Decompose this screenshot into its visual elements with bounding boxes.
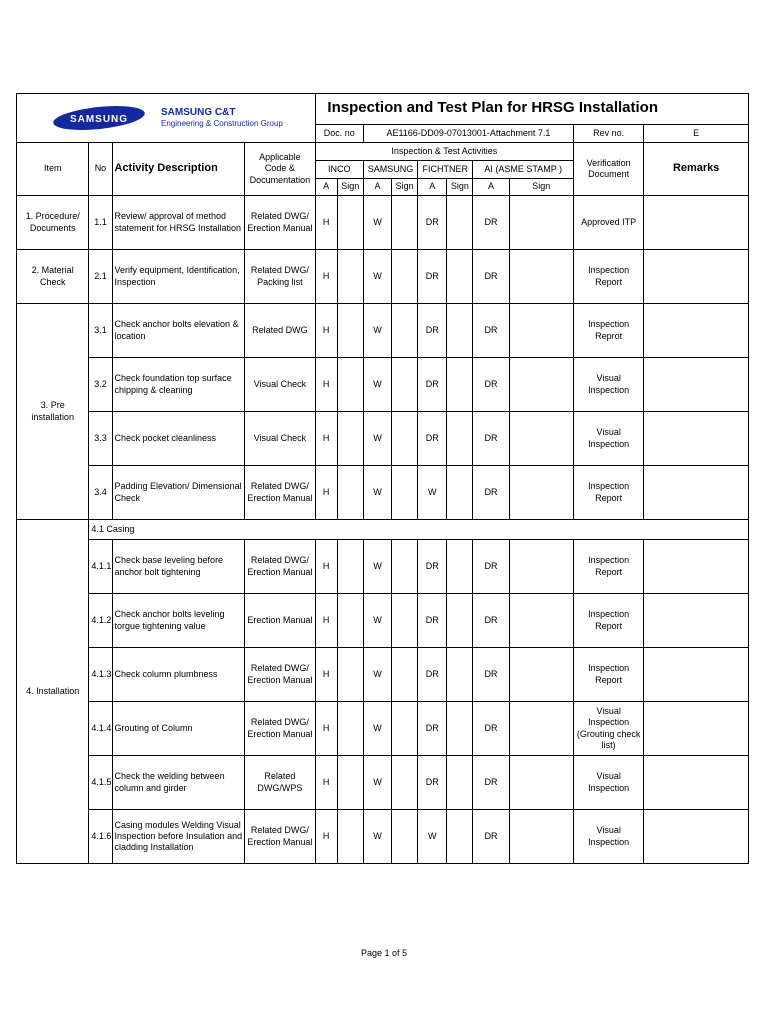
fichtner-a: DR: [418, 412, 447, 466]
fichtner-sign: [447, 540, 473, 594]
inco-sign: [337, 358, 363, 412]
table-row: [17, 304, 749, 358]
activity-description: Padding Elevation/ Dimensional Check: [112, 466, 245, 520]
svg-text:SAMSUNG: SAMSUNG: [69, 114, 129, 125]
subsection-label: 4.1 Casing: [89, 520, 749, 540]
party-ai: AI (ASME STAMP ): [473, 161, 574, 179]
col-header-no: No: [89, 143, 112, 196]
inco-a: H: [315, 648, 337, 702]
row-no: 3.4: [89, 466, 112, 520]
activity-description: Check the welding between column and girder: [112, 756, 245, 810]
col-a: A: [418, 179, 447, 196]
table-row: [17, 358, 749, 412]
ai-a: DR: [473, 412, 509, 466]
fichtner-a: W: [418, 810, 447, 864]
fichtner-sign: [447, 756, 473, 810]
fichtner-a: DR: [418, 540, 447, 594]
samsung-sign: [392, 358, 418, 412]
verification-document: Approved ITP: [573, 196, 643, 250]
samsung-a: W: [363, 594, 391, 648]
activity-description: Casing modules Welding Visual Inspection before Insulation and cladding Installation: [112, 810, 245, 864]
remarks-cell: [644, 466, 749, 520]
ai-sign: [509, 196, 573, 250]
row-no: 4.1.1: [89, 540, 112, 594]
row-no: 4.1.5: [89, 756, 112, 810]
inco-sign: [337, 594, 363, 648]
inco-a: H: [315, 250, 337, 304]
table-row: [17, 412, 749, 466]
applicable-code: Related DWG/ Packing list: [245, 250, 315, 304]
ai-a: DR: [473, 756, 509, 810]
fichtner-a: DR: [418, 358, 447, 412]
samsung-a: W: [363, 358, 391, 412]
col-header-remarks: Remarks: [644, 143, 749, 196]
group-label: 3. Pre installation: [17, 304, 89, 520]
fichtner-sign: [447, 648, 473, 702]
inco-sign: [337, 540, 363, 594]
table-row: [17, 594, 749, 648]
remarks-cell: [644, 358, 749, 412]
fichtner-sign: [447, 358, 473, 412]
inco-a: H: [315, 810, 337, 864]
activity-description: Check anchor bolts elevation & location: [112, 304, 245, 358]
table-row: [17, 810, 749, 864]
samsung-sign: [392, 540, 418, 594]
verification-document: Inspection Report: [573, 648, 643, 702]
fichtner-sign: [447, 466, 473, 520]
inco-sign: [337, 250, 363, 304]
samsung-a: W: [363, 810, 391, 864]
ai-sign: [509, 702, 573, 756]
row-no: 4.1.3: [89, 648, 112, 702]
samsung-a: W: [363, 250, 391, 304]
group-label: 2. Material Check: [17, 250, 89, 304]
applicable-code: Related DWG: [245, 304, 315, 358]
verification-document: Visual Inspection (Grouting check list): [573, 702, 643, 756]
remarks-cell: [644, 540, 749, 594]
document-title: Inspection and Test Plan for HRSG Installation: [315, 94, 748, 125]
samsung-sign: [392, 756, 418, 810]
ai-sign: [509, 810, 573, 864]
samsung-a: W: [363, 196, 391, 250]
row-no: 3.3: [89, 412, 112, 466]
company-subtitle: Engineering & Construction Group: [161, 119, 283, 129]
fichtner-a: W: [418, 466, 447, 520]
applicable-code: Related DWG/ Erection Manual: [245, 702, 315, 756]
samsung-a: W: [363, 304, 391, 358]
fichtner-a: DR: [418, 304, 447, 358]
ai-a: DR: [473, 358, 509, 412]
logo-block: [17, 94, 316, 143]
ai-a: DR: [473, 594, 509, 648]
doc-no-label: Doc. no: [315, 124, 363, 142]
inco-sign: [337, 756, 363, 810]
col-a: A: [473, 179, 509, 196]
inco-a: H: [315, 412, 337, 466]
col-header-item: Item: [17, 143, 89, 196]
verification-document: Inspection Report: [573, 466, 643, 520]
inco-sign: [337, 412, 363, 466]
ai-a: DR: [473, 250, 509, 304]
fichtner-sign: [447, 304, 473, 358]
group-label: 4. Installation: [17, 520, 89, 864]
rev-label: Rev no.: [573, 124, 643, 142]
col-sign: Sign: [392, 179, 418, 196]
table-row: [17, 756, 749, 810]
row-no: 1.1: [89, 196, 112, 250]
inco-sign: [337, 810, 363, 864]
fichtner-sign: [447, 702, 473, 756]
fichtner-a: DR: [418, 196, 447, 250]
applicable-code: Erection Manual: [245, 594, 315, 648]
itp-table: [16, 93, 749, 864]
inco-sign: [337, 648, 363, 702]
ai-sign: [509, 304, 573, 358]
inco-a: H: [315, 358, 337, 412]
activity-description: Review/ approval of method statement for HRSG Installation: [112, 196, 245, 250]
ai-a: DR: [473, 648, 509, 702]
activity-description: Check pocket cleanliness: [112, 412, 245, 466]
applicable-code: Related DWG/ Erection Manual: [245, 810, 315, 864]
activity-description: Grouting of Column: [112, 702, 245, 756]
rev-value: E: [644, 124, 749, 142]
table-row: [17, 540, 749, 594]
activity-description: Verify equipment, Identification, Inspection: [112, 250, 245, 304]
verification-document: Inspection Report: [573, 594, 643, 648]
table-row: [17, 520, 749, 540]
samsung-logo: [51, 105, 147, 131]
samsung-sign: [392, 196, 418, 250]
group-label: 1. Procedure/ Documents: [17, 196, 89, 250]
table-row: [17, 250, 749, 304]
table-row: [17, 648, 749, 702]
inco-a: H: [315, 196, 337, 250]
samsung-sign: [392, 702, 418, 756]
inco-sign: [337, 196, 363, 250]
verification-document: Inspection Report: [573, 540, 643, 594]
verification-document: Visual Inspection: [573, 412, 643, 466]
fichtner-a: DR: [418, 594, 447, 648]
inco-sign: [337, 466, 363, 520]
col-header-code: Applicable Code & Documentation: [245, 143, 315, 196]
ai-a: DR: [473, 304, 509, 358]
col-a: A: [315, 179, 337, 196]
row-no: 2.1: [89, 250, 112, 304]
fichtner-a: DR: [418, 702, 447, 756]
fichtner-a: DR: [418, 756, 447, 810]
inco-a: H: [315, 540, 337, 594]
row-no: 3.2: [89, 358, 112, 412]
table-row: [17, 196, 749, 250]
fichtner-a: DR: [418, 648, 447, 702]
ai-sign: [509, 466, 573, 520]
table-row: [17, 466, 749, 520]
applicable-code: Related DWG/ Erection Manual: [245, 466, 315, 520]
col-sign: Sign: [447, 179, 473, 196]
ai-sign: [509, 756, 573, 810]
samsung-sign: [392, 250, 418, 304]
applicable-code: Related DWG/ Erection Manual: [245, 648, 315, 702]
verification-document: Inspection Report: [573, 250, 643, 304]
inco-a: H: [315, 466, 337, 520]
inco-sign: [337, 702, 363, 756]
table-row: [17, 702, 749, 756]
samsung-sign: [392, 466, 418, 520]
samsung-sign: [392, 412, 418, 466]
ai-a: DR: [473, 540, 509, 594]
party-fichtner: FICHTNER: [418, 161, 473, 179]
ai-a: DR: [473, 466, 509, 520]
ai-a: DR: [473, 196, 509, 250]
col-sign: Sign: [337, 179, 363, 196]
inco-a: H: [315, 756, 337, 810]
remarks-cell: [644, 250, 749, 304]
ai-sign: [509, 250, 573, 304]
verification-document: Inspection Reprot: [573, 304, 643, 358]
samsung-sign: [392, 810, 418, 864]
inco-a: H: [315, 304, 337, 358]
ai-sign: [509, 358, 573, 412]
fichtner-sign: [447, 250, 473, 304]
fichtner-sign: [447, 196, 473, 250]
activity-description: Check column plumbness: [112, 648, 245, 702]
activity-description: Check anchor bolts leveling torgue tightening value: [112, 594, 245, 648]
samsung-sign: [392, 304, 418, 358]
inco-a: H: [315, 594, 337, 648]
applicable-code: Visual Check: [245, 412, 315, 466]
fichtner-sign: [447, 412, 473, 466]
fichtner-a: DR: [418, 250, 447, 304]
row-no: 4.1.6: [89, 810, 112, 864]
itp-sheet: [16, 93, 749, 864]
ai-sign: [509, 540, 573, 594]
col-a: A: [363, 179, 391, 196]
row-no: 4.1.4: [89, 702, 112, 756]
samsung-sign: [392, 594, 418, 648]
fichtner-sign: [447, 810, 473, 864]
ai-sign: [509, 412, 573, 466]
inco-sign: [337, 304, 363, 358]
remarks-cell: [644, 594, 749, 648]
ai-sign: [509, 594, 573, 648]
samsung-a: W: [363, 702, 391, 756]
remarks-cell: [644, 810, 749, 864]
activity-description: Check foundation top surface chipping & cleaning: [112, 358, 245, 412]
samsung-a: W: [363, 412, 391, 466]
remarks-cell: [644, 648, 749, 702]
samsung-sign: [392, 648, 418, 702]
verification-document: Visual Inspection: [573, 810, 643, 864]
ai-a: DR: [473, 810, 509, 864]
remarks-cell: [644, 702, 749, 756]
ai-a: DR: [473, 702, 509, 756]
party-inco: INCO: [315, 161, 363, 179]
col-header-activity: Activity Description: [112, 143, 245, 196]
remarks-cell: [644, 304, 749, 358]
col-sign: Sign: [509, 179, 573, 196]
activity-description: Check base leveling before anchor bolt tightening: [112, 540, 245, 594]
samsung-a: W: [363, 648, 391, 702]
applicable-code: Related DWG/ Erection Manual: [245, 196, 315, 250]
remarks-cell: [644, 196, 749, 250]
doc-no-value: AE1166-DD09-07013001-Attachment 7.1: [363, 124, 573, 142]
verification-document: Visual Inspection: [573, 756, 643, 810]
remarks-cell: [644, 756, 749, 810]
company-name: SAMSUNG C&T: [161, 106, 236, 118]
samsung-a: W: [363, 540, 391, 594]
inco-a: H: [315, 702, 337, 756]
samsung-a: W: [363, 466, 391, 520]
applicable-code: Related DWG/WPS: [245, 756, 315, 810]
applicable-code: Visual Check: [245, 358, 315, 412]
col-header-verification: Verification Document: [573, 143, 643, 196]
applicable-code: Related DWG/ Erection Manual: [245, 540, 315, 594]
remarks-cell: [644, 412, 749, 466]
fichtner-sign: [447, 594, 473, 648]
ai-sign: [509, 648, 573, 702]
verification-document: Visual Inspection: [573, 358, 643, 412]
col-header-itp-activities: Inspection & Test Activities: [315, 143, 573, 161]
row-no: 3.1: [89, 304, 112, 358]
row-no: 4.1.2: [89, 594, 112, 648]
party-samsung: SAMSUNG: [363, 161, 417, 179]
page-number: Page 1 of 5: [360, 948, 408, 958]
samsung-a: W: [363, 756, 391, 810]
